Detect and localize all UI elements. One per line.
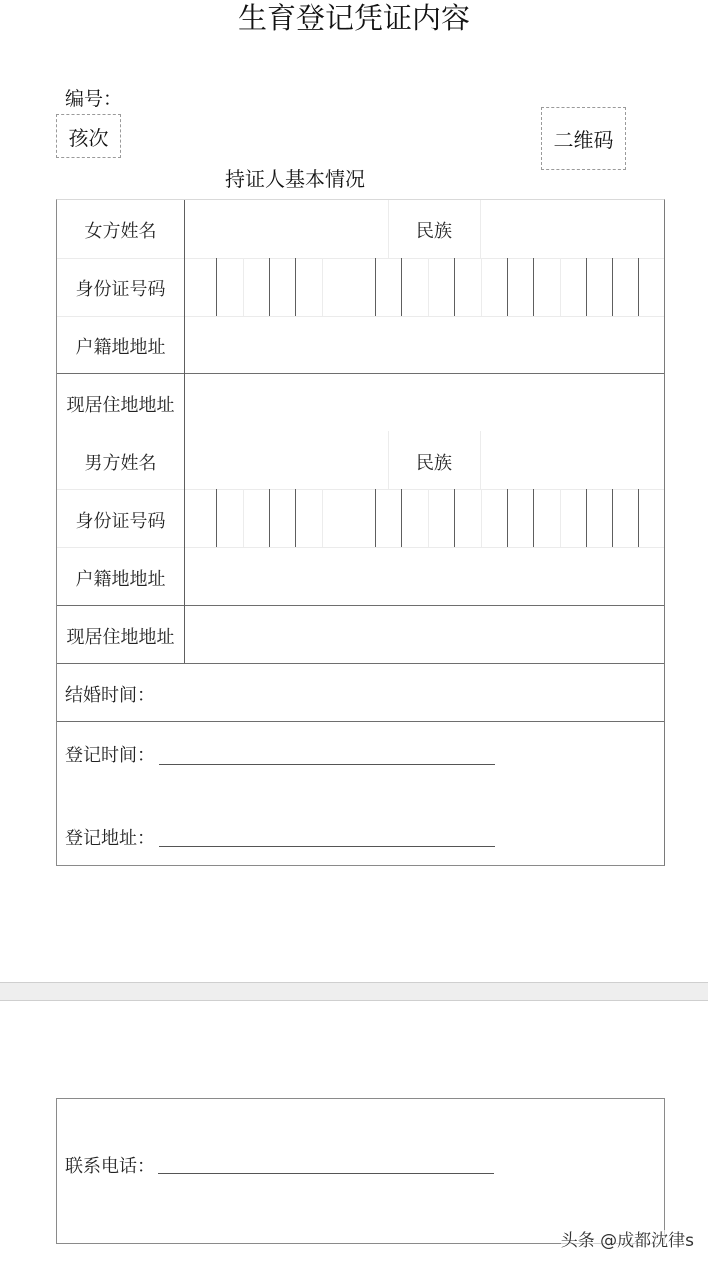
registration-time-field[interactable] [161,741,493,763]
page-break [0,982,708,1001]
row-divider [57,547,664,548]
female-household-label: 户籍地地址 [75,337,166,358]
serial-number-label: 编号： [65,88,123,110]
female-name-label: 女方姓名 [84,221,157,242]
row-divider [57,605,664,606]
male-household-field[interactable] [193,565,653,589]
document-title: 生育登记凭证内容 [237,1,470,35]
male-residence-label: 现居住地地址 [66,627,175,648]
row-divider [57,663,664,664]
female-residence-field[interactable] [193,391,653,415]
qr-code-label: 二维码 [553,128,614,152]
birth-order-label: 孩次 [68,125,109,150]
female-id-field[interactable] [189,260,663,314]
birth-order-box [56,114,121,158]
registration-address-field[interactable] [161,824,493,846]
phone-field[interactable] [160,1151,492,1173]
female-name-field[interactable] [193,217,383,241]
qr-code-box [541,107,626,170]
registration-address-label: 登记地址： [65,828,155,849]
female-ethnicity-field[interactable] [489,217,659,241]
registration-address-underline [159,846,495,847]
contact-box [56,1098,665,1244]
row-divider [57,373,664,374]
watermark: 头条 @成都沈律s [560,1231,694,1251]
section-title: 持证人基本情况 [225,167,365,191]
male-residence-field[interactable] [193,623,653,647]
female-ethnicity-label: 民族 [416,221,452,242]
male-name-field[interactable] [193,449,383,473]
marriage-time-field[interactable] [157,681,647,705]
male-household-label: 户籍地地址 [75,569,166,590]
female-residence-label: 现居住地地址 [66,395,175,416]
registration-time-underline [159,764,495,765]
row-divider [57,489,664,490]
male-id-field[interactable] [189,491,663,545]
male-ethnicity-label: 民族 [416,453,452,474]
female-id-label: 身份证号码 [75,279,166,300]
row-divider [57,721,664,722]
ethnicity-divider [480,200,481,258]
marriage-time-label: 结婚时间： [65,685,155,706]
label-column-divider [184,200,185,663]
male-ethnicity-field[interactable] [489,449,659,473]
row-divider [57,258,664,259]
registration-time-label: 登记时间： [65,745,155,766]
row-divider [57,316,664,317]
ethnicity-divider [480,431,481,489]
phone-label: 联系电话： [65,1156,155,1177]
phone-underline [158,1173,494,1174]
holder-info-table [56,199,665,866]
male-name-label: 男方姓名 [84,453,157,474]
female-household-field[interactable] [193,333,653,357]
male-id-label: 身份证号码 [75,511,166,532]
